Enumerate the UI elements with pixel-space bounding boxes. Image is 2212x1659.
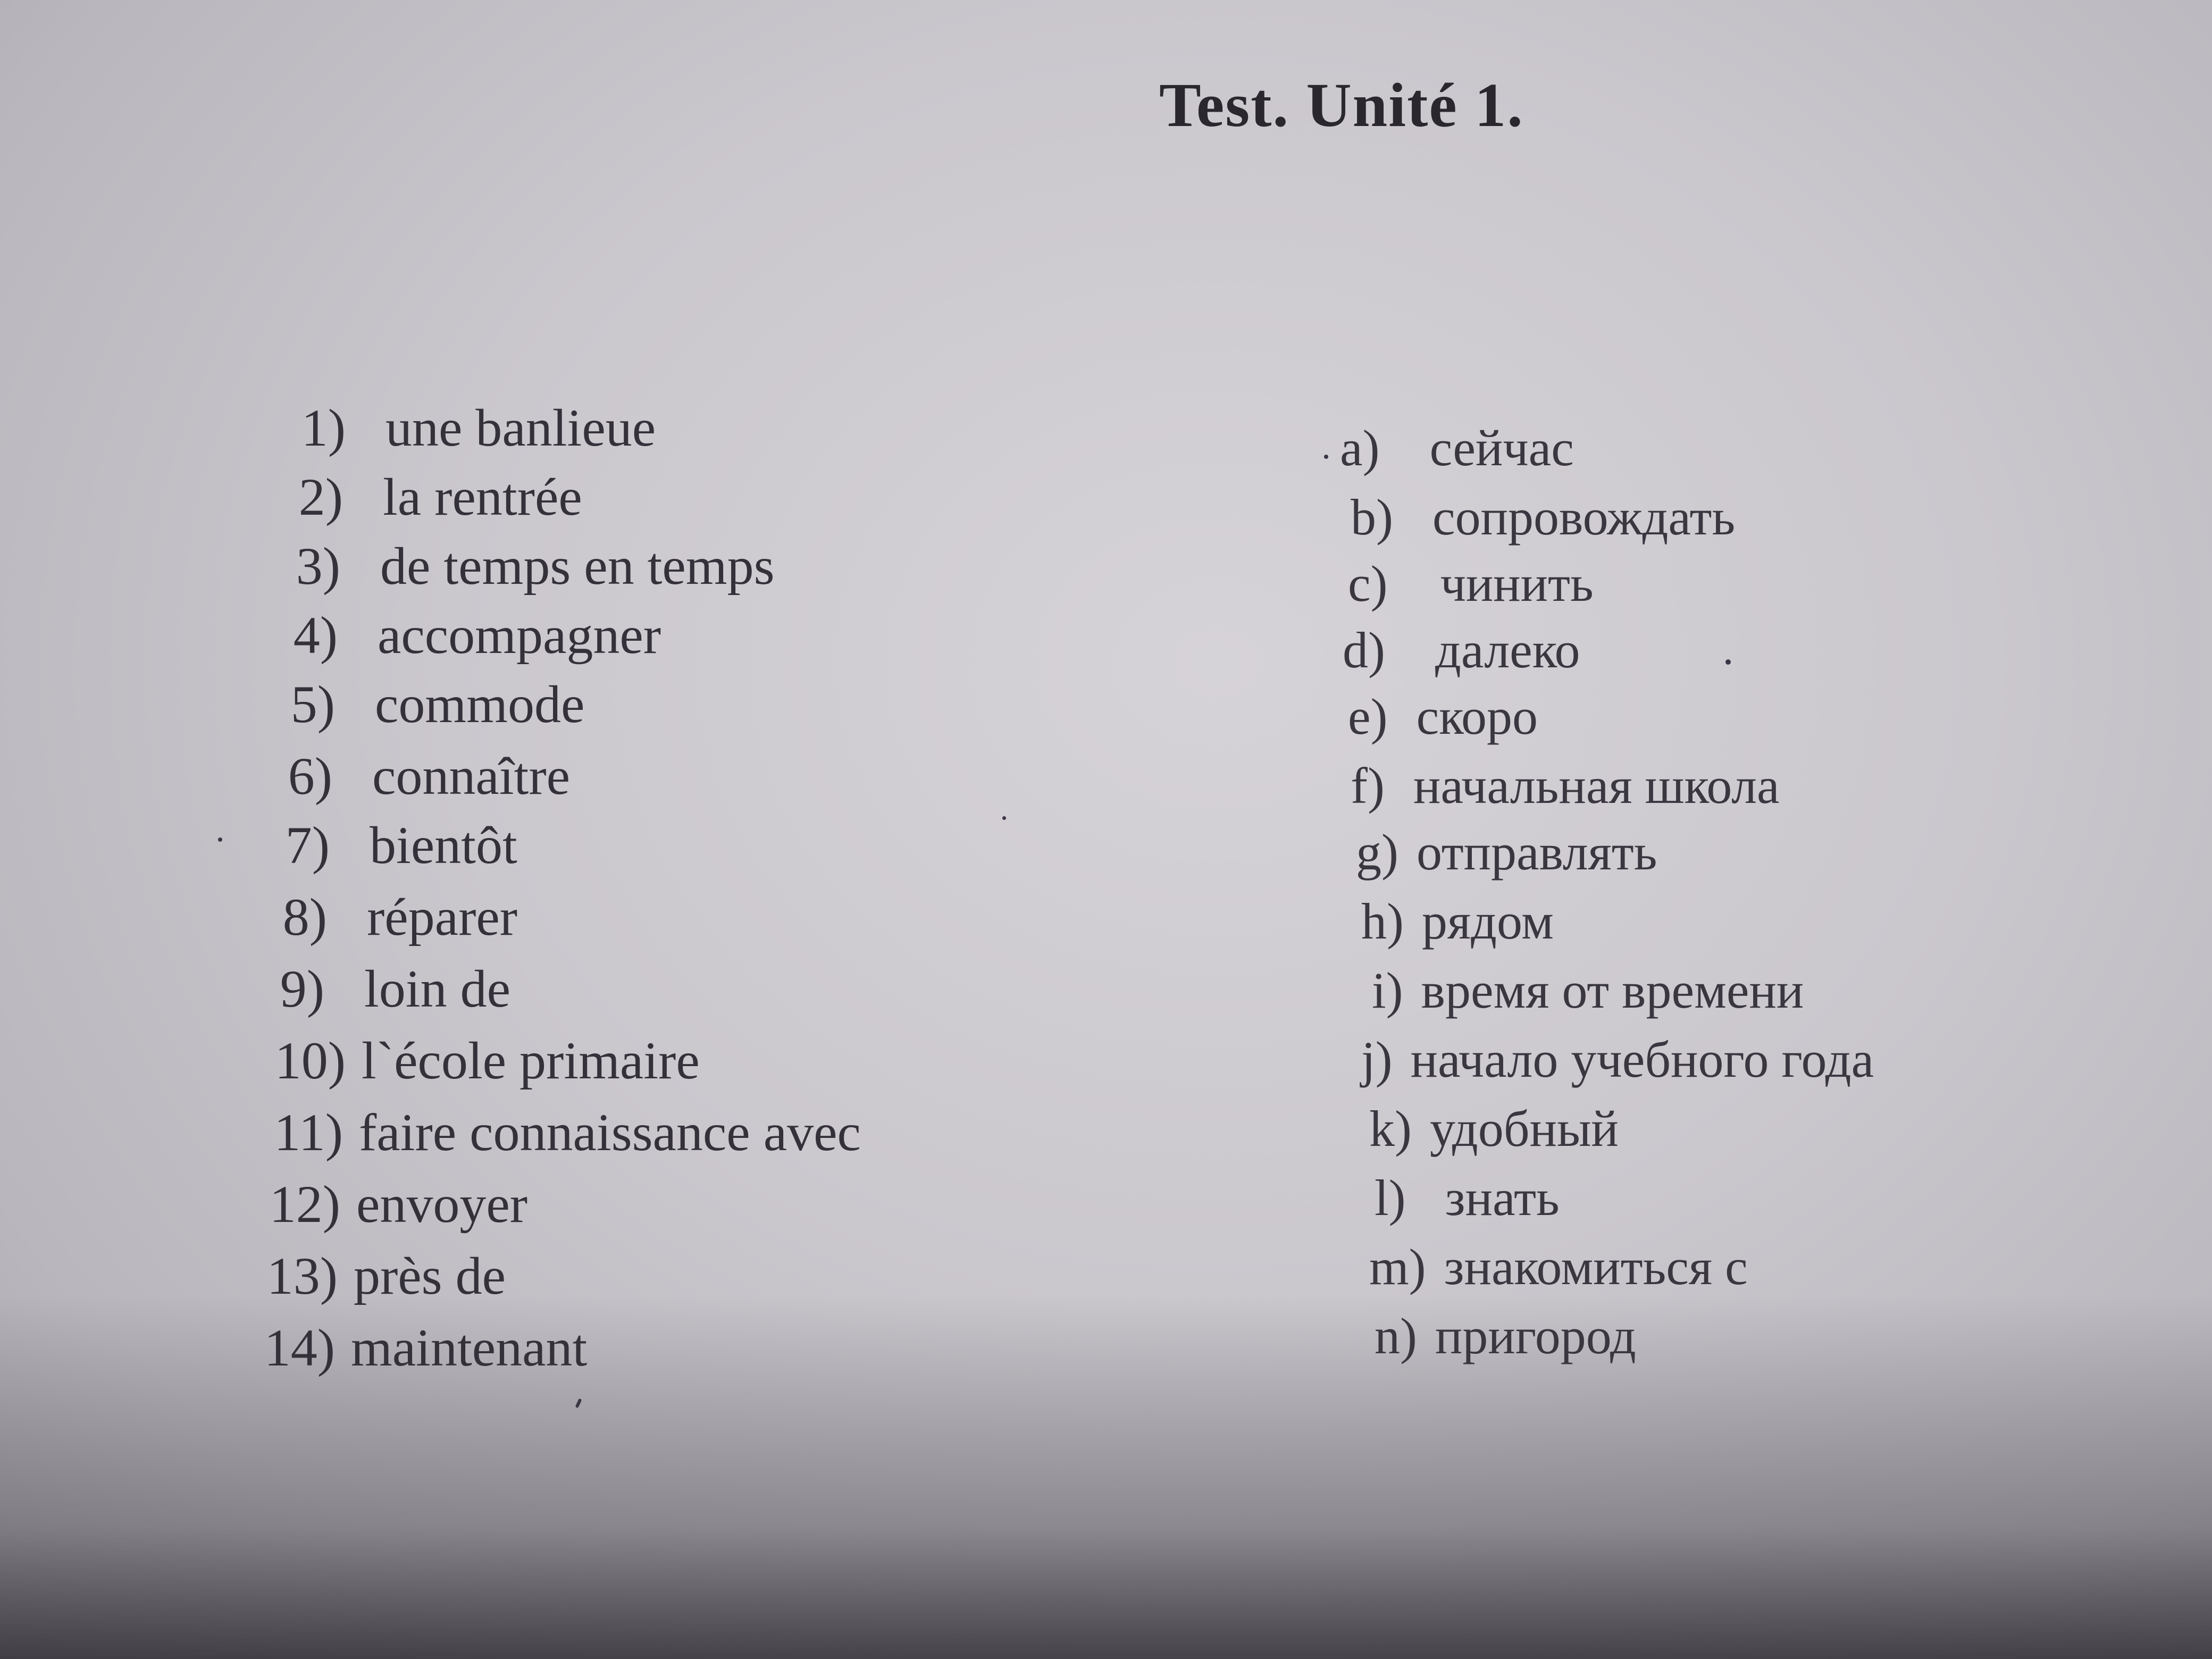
item-text: начало учебного года	[1410, 1031, 1874, 1088]
item-number: 10)	[274, 1031, 346, 1090]
list-item	[1361, 893, 1554, 950]
item-number: 7)	[285, 816, 330, 875]
item-text: рядом	[1421, 893, 1554, 950]
item-text: accompagner	[378, 606, 661, 665]
list-item	[1351, 757, 1780, 814]
item-number: 14)	[264, 1318, 335, 1377]
item-number: 13)	[266, 1246, 338, 1305]
item-text: далеко	[1435, 622, 1580, 678]
item-letter: m)	[1369, 1238, 1426, 1295]
list-item	[282, 398, 656, 457]
list-item	[276, 537, 775, 596]
item-text: réparer	[367, 887, 518, 946]
item-text: сопровождать	[1432, 489, 1736, 546]
list-item	[1369, 1238, 1748, 1295]
item-text: время от времени	[1421, 962, 1804, 1019]
item-text: faire connaissance avec	[359, 1103, 861, 1162]
list-item	[263, 887, 518, 946]
item-number: 3)	[296, 537, 340, 596]
item-text: начальная школа	[1413, 757, 1780, 814]
item-text: connaître	[372, 747, 571, 806]
item-text: чинить	[1440, 555, 1594, 612]
list-item	[1375, 1169, 1560, 1226]
item-text: знать	[1445, 1169, 1560, 1226]
item-text: une banlieue	[386, 398, 656, 457]
list-item	[253, 1246, 506, 1305]
list-item	[269, 747, 571, 806]
item-number: 8)	[282, 887, 327, 946]
list-item	[1348, 688, 1538, 745]
list-item	[1340, 420, 1574, 476]
list-item	[250, 1318, 588, 1377]
item-number: 6)	[288, 747, 332, 806]
item-text: de temps en temps	[380, 537, 775, 596]
list-item	[1351, 489, 1736, 546]
item-text: знакомиться с	[1444, 1238, 1748, 1295]
item-letter: c)	[1348, 555, 1388, 612]
list-item	[261, 1031, 700, 1090]
list-item	[1343, 622, 1580, 678]
page-title: Test. Unité 1.	[1159, 70, 1524, 140]
ink-speck	[1725, 659, 1731, 665]
list-item	[261, 959, 510, 1018]
list-item	[1369, 1100, 1619, 1157]
item-text: près de	[354, 1246, 506, 1305]
list-item	[1372, 962, 1804, 1019]
item-letter: i)	[1372, 962, 1403, 1019]
list-item	[255, 1175, 528, 1234]
item-letter: f)	[1351, 757, 1385, 814]
item-letter: e)	[1348, 688, 1388, 745]
list-item	[1361, 1031, 1874, 1088]
item-letter: l)	[1375, 1169, 1406, 1226]
list-item	[266, 816, 517, 875]
item-letter: k)	[1369, 1100, 1412, 1157]
item-number: 5)	[290, 675, 335, 734]
list-item	[1348, 555, 1594, 612]
item-letter: j)	[1361, 1031, 1393, 1088]
item-number: 1)	[301, 398, 346, 457]
ink-speck	[575, 1398, 582, 1409]
item-number: 4)	[293, 606, 338, 665]
item-text: l`école primaire	[362, 1031, 700, 1090]
item-text: envoyer	[356, 1175, 528, 1234]
item-letter: b)	[1351, 489, 1393, 546]
item-letter: a)	[1340, 420, 1380, 476]
list-item	[274, 606, 661, 665]
item-text: la rentrée	[383, 467, 582, 526]
ink-speck	[218, 837, 222, 842]
list-item	[279, 467, 582, 526]
item-letter: d)	[1343, 622, 1385, 678]
item-text: bientôt	[370, 816, 517, 875]
item-text: commode	[375, 675, 585, 734]
item-text: отправлять	[1416, 824, 1657, 881]
item-letter: h)	[1361, 893, 1404, 950]
item-text: loin de	[364, 959, 510, 1018]
list-item	[1356, 824, 1657, 881]
item-number: 12)	[269, 1175, 340, 1234]
item-number: 2)	[298, 467, 343, 526]
item-number: 9)	[280, 959, 324, 1018]
item-text: maintenant	[351, 1318, 588, 1377]
item-text: сейчас	[1429, 420, 1574, 476]
ink-speck	[1324, 455, 1328, 459]
list-item	[271, 675, 585, 734]
item-text: скоро	[1416, 688, 1538, 745]
item-number: 11)	[274, 1103, 343, 1162]
item-letter: g)	[1356, 824, 1398, 881]
item-letter: n)	[1375, 1308, 1417, 1364]
list-item	[258, 1103, 861, 1162]
ink-speck	[1002, 816, 1006, 820]
item-text: удобный	[1429, 1100, 1619, 1157]
list-item	[1375, 1308, 1636, 1364]
item-text: пригород	[1435, 1308, 1636, 1364]
